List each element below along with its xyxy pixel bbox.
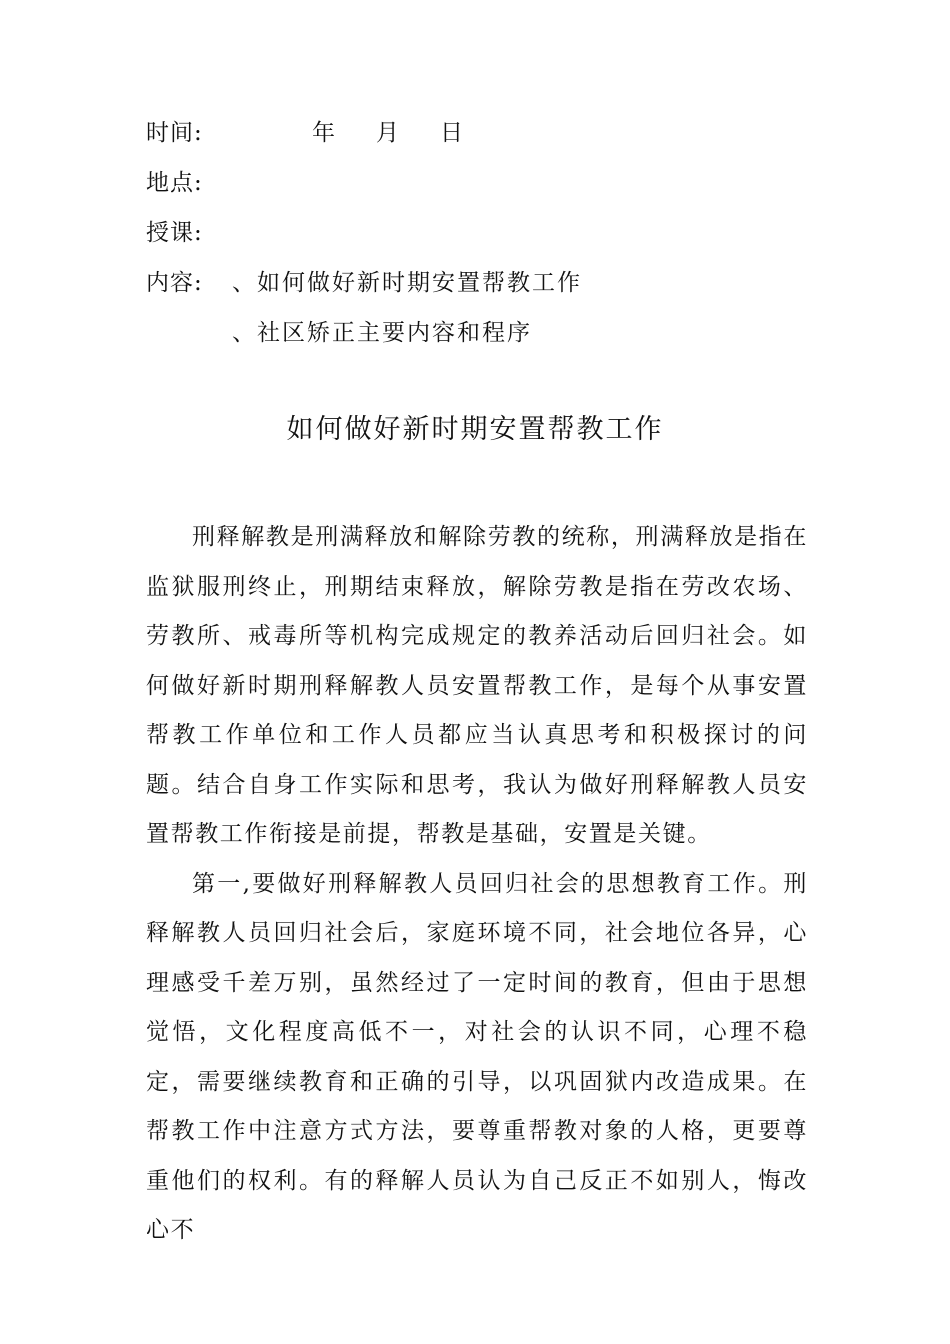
place-line [146, 168, 203, 198]
month-label: 月 [376, 120, 400, 146]
place-label: 地点: [146, 170, 203, 196]
time-label: 时间: [146, 120, 203, 146]
lecturer-line [146, 218, 203, 248]
article-body [146, 513, 808, 1256]
content-item-2: 、社区矫正主要内容和程序 [232, 320, 532, 346]
article-title: 如何做好新时期安置帮教工作 [286, 414, 664, 445]
content-line [146, 268, 203, 298]
content-label: 内容: [146, 270, 203, 296]
year-label: 年 [312, 120, 336, 146]
time-line [146, 118, 464, 148]
day-label: 日 [440, 120, 464, 146]
content-item-1: 、如何做好新时期安置帮教工作 [232, 270, 582, 296]
paragraph-2: 第一,要做好刑释解教人员回归社会的思想教育工作。刑释解教人员回归社会后，家庭环境不同，社会地位各异，心理感受千差万别，虽然经过了一定时间的教育，但由于思想觉悟，文化程度高低不一，对社会的认识不同，心理不稳定，需要继续教育和正确的引导，以巩固狱内改造成果。在帮教工作中注意方式方法，要尊重帮教对象的人格，更要尊重他们的权利。有的释解人员认为自己反正不如别人，悔改心不 [146, 870, 808, 1243]
paragraph-1: 刑释解教是刑满释放和解除劳教的统称，刑满释放是指在监狱服刑终止，刑期结束释放，解除劳教是指在劳改农场、劳教所、戒毒所等机构完成规定的教养活动后回归社会。如何做好新时期刑释解教人员安置帮教工作，是每个从事安置帮教工作单位和工作人员都应当认真思考和积极探讨的问题。结合自身工作实际和思考，我认为做好刑释解教人员安置帮教工作衔接是前提，帮教是基础，安置是关键。 [146, 524, 808, 847]
lecturer-label: 授课: [146, 220, 203, 246]
